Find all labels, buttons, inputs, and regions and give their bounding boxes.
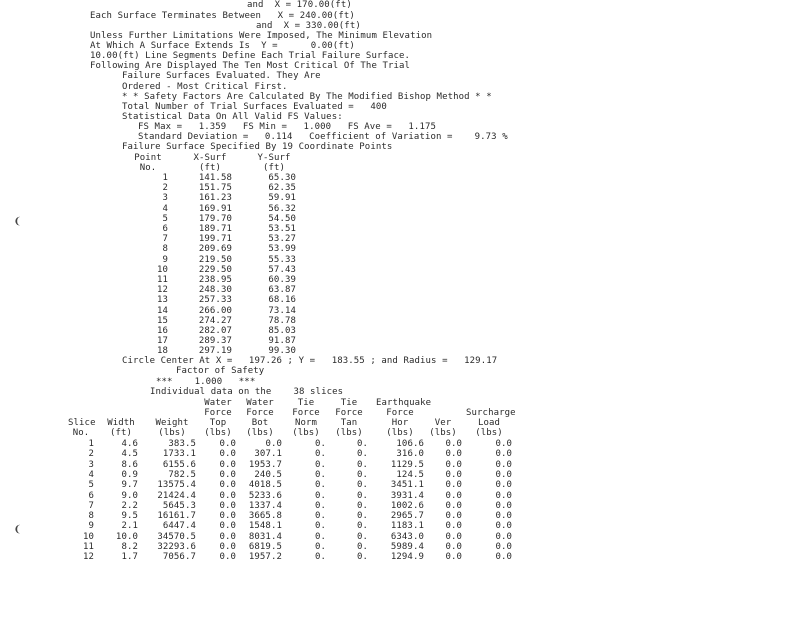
eq-force-hor: 2965.7 <box>390 511 424 522</box>
coord-x-value: 169.91 <box>198 203 232 214</box>
slice-col-header: (lbs) <box>204 428 232 438</box>
tie-force-tan: 0. <box>356 449 368 460</box>
eq-force-ver: 0.0 <box>445 500 462 511</box>
coord-header-point: Point <box>134 153 162 163</box>
tie-force-tan: 0. <box>356 511 368 522</box>
coord-y-value: 85.03 <box>268 326 296 336</box>
slice-col-header: Water <box>204 398 232 408</box>
slice-no: 12 <box>82 552 94 563</box>
surcharge-load: 0.0 <box>495 469 512 480</box>
slice-col-header: Tie <box>340 398 358 408</box>
coord-point-no: 4 <box>162 203 168 214</box>
water-force-bot: 3665.8 <box>248 511 282 522</box>
coord-point-no: 3 <box>162 193 168 204</box>
water-force-top: 0.0 <box>219 480 236 491</box>
header-line: and X = 170.00(ft) <box>247 0 352 10</box>
tie-force-tan: 0. <box>356 521 368 532</box>
eq-force-ver: 0.0 <box>445 449 462 460</box>
surcharge-load: 0.0 <box>495 490 512 501</box>
coord-y-value: 57.43 <box>268 264 296 275</box>
header-line: and X = 330.00(ft) <box>256 21 361 31</box>
header-line: * * Safety Factors Are Calculated By The Modified Bishop Method * * <box>122 92 492 102</box>
slice-col-header: No. <box>72 428 90 438</box>
water-force-top: 0.0 <box>219 449 236 460</box>
surcharge-load: 0.0 <box>495 542 512 552</box>
coord-x-value: 238.95 <box>198 275 232 285</box>
slice-width: 9.0 <box>121 490 138 501</box>
tie-force-norm: 0. <box>314 552 326 563</box>
coord-y-value: 59.91 <box>268 193 296 204</box>
coord-x-value: 151.75 <box>198 183 232 194</box>
tie-force-tan: 0. <box>356 490 368 501</box>
water-force-top: 0.0 <box>219 459 236 470</box>
coord-y-value: 73.14 <box>268 305 296 316</box>
coord-x-value: 189.71 <box>198 224 232 234</box>
slice-no: 4 <box>88 469 94 480</box>
eq-force-hor: 124.5 <box>396 469 424 480</box>
coord-x-value: 297.19 <box>198 346 232 357</box>
slice-no: 6 <box>88 490 94 501</box>
coord-y-value: 53.27 <box>268 234 296 245</box>
water-force-top: 0.0 <box>219 552 236 563</box>
slice-weight: 1733.1 <box>162 449 196 460</box>
slice-width: 8.2 <box>121 542 138 552</box>
tie-force-tan: 0. <box>356 542 368 552</box>
coord-y-value: 99.30 <box>268 346 296 357</box>
coord-y-value: 62.35 <box>268 183 296 194</box>
slice-col-header: Tan <box>340 418 358 428</box>
coord-y-value: 91.87 <box>268 336 296 347</box>
water-force-bot: 1548.1 <box>248 521 282 532</box>
tie-force-tan: 0. <box>356 439 368 449</box>
tie-force-norm: 0. <box>314 469 326 480</box>
slice-width: 4.5 <box>121 449 138 460</box>
tie-force-norm: 0. <box>314 449 326 460</box>
slice-col-header: Force <box>204 408 232 418</box>
coord-point-no: 1 <box>162 173 168 183</box>
coord-point-no: 18 <box>156 346 168 357</box>
slice-no: 2 <box>88 449 94 460</box>
coord-point-no: 14 <box>156 305 168 316</box>
header-line: Standard Deviation = 0.114 Coefficient of Variation = 9.73 % <box>138 132 508 142</box>
coord-y-value: 54.50 <box>268 213 296 224</box>
eq-force-hor: 5989.4 <box>390 542 424 552</box>
water-force-top: 0.0 <box>219 511 236 522</box>
slice-intro-line: Individual data on the 38 slices <box>150 387 344 397</box>
tie-force-tan: 0. <box>356 459 368 470</box>
eq-force-ver: 0.0 <box>445 521 462 532</box>
water-force-top: 0.0 <box>219 531 236 542</box>
slice-width: 1.7 <box>121 552 138 563</box>
water-force-bot: 240.5 <box>254 469 282 480</box>
tie-force-tan: 0. <box>356 480 368 491</box>
water-force-bot: 0.0 <box>265 439 282 449</box>
factor-of-safety-value: *** 1.000 *** <box>156 377 256 387</box>
eq-force-ver: 0.0 <box>445 490 462 501</box>
coord-x-value: 141.58 <box>198 173 232 183</box>
tie-force-tan: 0. <box>356 469 368 480</box>
slice-width: 2.2 <box>121 500 138 511</box>
water-force-top: 0.0 <box>219 439 236 449</box>
slice-col-header: (lbs) <box>475 428 503 438</box>
slice-weight: 782.5 <box>168 469 196 480</box>
water-force-bot: 5233.6 <box>248 490 282 501</box>
surcharge-load: 0.0 <box>495 459 512 470</box>
coord-x-value: 199.71 <box>198 234 232 245</box>
water-force-bot: 8031.4 <box>248 531 282 542</box>
water-force-top: 0.0 <box>219 500 236 511</box>
tie-force-norm: 0. <box>314 542 326 552</box>
water-force-top: 0.0 <box>219 521 236 532</box>
water-force-bot: 1337.4 <box>248 500 282 511</box>
coord-point-no: 13 <box>156 295 168 306</box>
surcharge-load: 0.0 <box>495 531 512 542</box>
slice-col-header: Force <box>246 408 274 418</box>
surcharge-load: 0.0 <box>495 521 512 532</box>
slice-col-header: Water <box>246 398 274 408</box>
coord-y-value: 53.99 <box>268 244 296 255</box>
tie-force-norm: 0. <box>314 490 326 501</box>
slice-col-header: (lbs) <box>386 428 414 438</box>
slice-col-header: Force <box>386 408 414 418</box>
slice-width: 0.9 <box>121 469 138 480</box>
slice-col-header: Tie <box>297 398 315 408</box>
surcharge-load: 0.0 <box>495 480 512 491</box>
tie-force-norm: 0. <box>314 511 326 522</box>
tie-force-tan: 0. <box>356 552 368 563</box>
coord-x-value: 289.37 <box>198 336 232 347</box>
surcharge-load: 0.0 <box>495 511 512 522</box>
water-force-bot: 1953.7 <box>248 459 282 470</box>
slice-col-header: Weight <box>155 418 189 428</box>
tie-force-norm: 0. <box>314 531 326 542</box>
header-line: Unless Further Limitations Were Imposed, The Minimum Elevation <box>90 31 433 41</box>
surcharge-load: 0.0 <box>495 449 512 460</box>
slice-col-header: (lbs) <box>335 428 363 438</box>
slice-weight: 383.5 <box>168 439 196 449</box>
coord-y-value: 63.87 <box>268 285 296 296</box>
coord-x-value: 257.33 <box>198 295 232 306</box>
coord-header-y-unit: (ft) <box>262 163 286 173</box>
coord-point-no: 11 <box>156 275 168 285</box>
surcharge-load: 0.0 <box>495 500 512 511</box>
punch-mark: ❨ <box>14 214 22 228</box>
coord-header-x: X-Surf <box>193 153 227 163</box>
eq-force-hor: 3931.4 <box>390 490 424 501</box>
slice-col-header: (ft) <box>109 428 133 438</box>
water-force-bot: 307.1 <box>254 449 282 460</box>
eq-force-hor: 106.6 <box>396 439 424 449</box>
water-force-top: 0.0 <box>219 490 236 501</box>
slice-no: 10 <box>82 531 94 542</box>
header-line: Statistical Data On All Valid FS Values: <box>122 112 343 122</box>
coord-point-no: 15 <box>156 315 168 326</box>
slice-col-header: Bot <box>251 418 269 428</box>
coord-x-value: 209.69 <box>198 244 232 255</box>
slice-weight: 6155.6 <box>162 459 196 470</box>
coord-point-no: 17 <box>156 336 168 347</box>
coord-point-no: 10 <box>156 264 168 275</box>
water-force-bot: 6819.5 <box>248 542 282 552</box>
coord-y-value: 78.78 <box>268 315 296 326</box>
slice-weight: 34570.5 <box>157 531 196 542</box>
slice-width: 4.6 <box>121 439 138 449</box>
slice-col-header: Force <box>335 408 363 418</box>
factor-of-safety-label: Factor of Safety <box>176 366 265 376</box>
coord-x-value: 161.23 <box>198 193 232 204</box>
slice-no: 7 <box>88 500 94 511</box>
slice-width: 9.7 <box>121 480 138 491</box>
slice-no: 5 <box>88 480 94 491</box>
slice-weight: 21424.4 <box>157 490 196 501</box>
slice-col-header: (lbs) <box>246 428 274 438</box>
header-line: FS Max = 1.359 FS Min = 1.000 FS Ave = 1.175 <box>138 122 436 132</box>
coord-header-x-unit: (ft) <box>198 163 222 173</box>
eq-force-hor: 1294.9 <box>390 552 424 563</box>
coord-y-value: 56.32 <box>268 203 296 214</box>
coord-x-value: 282.07 <box>198 326 232 336</box>
surcharge-load: 0.0 <box>495 552 512 563</box>
coord-y-value: 68.16 <box>268 295 296 306</box>
eq-force-ver: 0.0 <box>445 531 462 542</box>
eq-force-ver: 0.0 <box>445 480 462 491</box>
eq-force-ver: 0.0 <box>445 459 462 470</box>
slice-weight: 16161.7 <box>157 511 196 522</box>
slice-weight: 32293.6 <box>157 542 196 552</box>
coord-point-no: 9 <box>162 254 168 265</box>
water-force-bot: 4018.5 <box>248 480 282 491</box>
slice-no: 3 <box>88 459 94 470</box>
coord-x-value: 179.70 <box>198 213 232 224</box>
tie-force-norm: 0. <box>314 500 326 511</box>
slice-col-header: Slice <box>68 418 96 428</box>
slice-col-header: Hor <box>391 418 409 428</box>
coord-point-no: 5 <box>162 213 168 224</box>
slice-col-header: (lbs) <box>292 428 320 438</box>
coord-point-no: 2 <box>162 183 168 194</box>
slice-width: 8.6 <box>121 459 138 470</box>
coord-y-value: 55.33 <box>268 254 296 265</box>
slice-weight: 6447.4 <box>162 521 196 532</box>
coord-x-value: 274.27 <box>198 315 232 326</box>
coord-point-no: 7 <box>162 234 168 245</box>
coord-header-y: Y-Surf <box>257 153 291 163</box>
slice-col-header: Surcharge <box>466 408 516 418</box>
slice-width: 2.1 <box>121 521 138 532</box>
slice-no: 11 <box>82 542 94 552</box>
slice-col-header: (lbs) <box>158 428 186 438</box>
coord-point-no: 16 <box>156 326 168 336</box>
eq-force-hor: 1183.1 <box>390 521 424 532</box>
water-force-top: 0.0 <box>219 469 236 480</box>
coord-point-no: 12 <box>156 285 168 296</box>
slice-col-header: Top <box>209 418 227 428</box>
coord-point-no: 8 <box>162 244 168 255</box>
water-force-top: 0.0 <box>219 542 236 552</box>
tie-force-norm: 0. <box>314 521 326 532</box>
eq-force-ver: 0.0 <box>445 469 462 480</box>
tie-force-norm: 0. <box>314 459 326 470</box>
header-line: Following Are Displayed The Ten Most Critical Of The Trial <box>90 61 411 71</box>
circle-center-line: Circle Center At X = 197.26 ; Y = 183.55 ; and Radius = 129.17 <box>122 356 498 366</box>
header-line: Each Surface Terminates Between X = 240.00(ft) <box>90 11 355 21</box>
slice-col-header: (lbs) <box>429 428 457 438</box>
coord-point-no: 6 <box>162 224 168 234</box>
header-line: Total Number of Trial Surfaces Evaluated = 400 <box>122 102 387 112</box>
coord-x-value: 248.30 <box>198 285 232 296</box>
eq-force-hor: 316.0 <box>396 449 424 460</box>
punch-mark: ❨ <box>14 522 22 536</box>
slice-col-header: Ver <box>434 418 452 428</box>
slice-no: 8 <box>88 511 94 522</box>
tie-force-norm: 0. <box>314 480 326 491</box>
tie-force-tan: 0. <box>356 531 368 542</box>
header-line: At Which A Surface Extends Is Y = 0.00(ft) <box>90 41 355 51</box>
slice-weight: 7056.7 <box>162 552 196 563</box>
header-line: Ordered - Most Critical First. <box>122 82 288 92</box>
slice-col-header: Load <box>477 418 501 428</box>
slice-no: 9 <box>88 521 94 532</box>
coord-x-value: 229.50 <box>198 264 232 275</box>
eq-force-ver: 0.0 <box>445 552 462 563</box>
coord-y-value: 60.39 <box>268 275 296 285</box>
coord-y-value: 53.51 <box>268 224 296 234</box>
eq-force-ver: 0.0 <box>445 439 462 449</box>
coord-header-no: No. <box>139 163 157 173</box>
coord-x-value: 266.00 <box>198 305 232 316</box>
header-line: Failure Surface Specified By 19 Coordinate Points <box>122 142 393 152</box>
water-force-bot: 1957.2 <box>248 552 282 563</box>
eq-force-ver: 0.0 <box>445 511 462 522</box>
slice-width: 10.0 <box>115 531 138 542</box>
eq-force-ver: 0.0 <box>445 542 462 552</box>
slice-weight: 5645.3 <box>162 500 196 511</box>
slice-no: 1 <box>88 439 94 449</box>
surcharge-load: 0.0 <box>495 439 512 449</box>
slice-width: 9.5 <box>121 511 138 522</box>
header-line: 10.00(ft) Line Segments Define Each Trial Failure Surface. <box>90 51 411 61</box>
header-line: Failure Surfaces Evaluated. They Are <box>122 71 321 81</box>
slice-col-header: Earthquake <box>376 398 432 408</box>
eq-force-hor: 6343.0 <box>390 531 424 542</box>
eq-force-hor: 1002.6 <box>390 500 424 511</box>
eq-force-hor: 3451.1 <box>390 480 424 491</box>
coord-y-value: 65.30 <box>268 173 296 183</box>
slice-col-header: Norm <box>294 418 318 428</box>
tie-force-tan: 0. <box>356 500 368 511</box>
slice-weight: 13575.4 <box>157 480 196 491</box>
coord-x-value: 219.50 <box>198 254 232 265</box>
slice-col-header: Force <box>292 408 320 418</box>
tie-force-norm: 0. <box>314 439 326 449</box>
slice-col-header: Width <box>107 418 135 428</box>
eq-force-hor: 1129.5 <box>390 459 424 470</box>
